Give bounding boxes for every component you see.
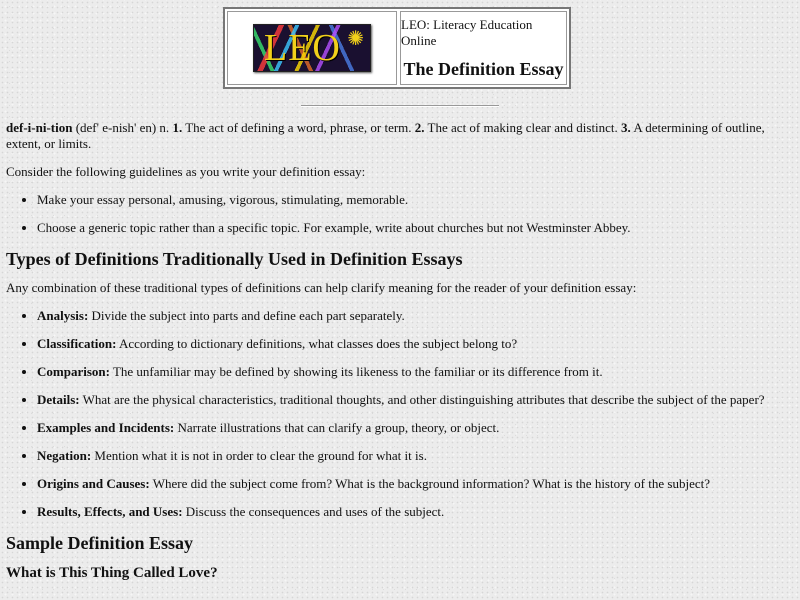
type-term: Results, Effects, and Uses:	[37, 504, 183, 519]
lion-icon: ✺	[347, 28, 364, 50]
list-item	[37, 392, 794, 408]
type-term: Analysis:	[37, 308, 89, 323]
definition-sense-3: A determining of outline, extent, or limits.	[6, 120, 765, 151]
definition-sense-2: The act of making clear and distinct.	[424, 120, 622, 135]
guidelines-list	[6, 192, 794, 236]
type-term: Negation:	[37, 448, 92, 463]
list-item	[37, 448, 794, 464]
header-banner	[223, 7, 571, 89]
type-text: Where did the subject come from? What is the background information? What is the history of the subject?	[149, 476, 710, 491]
type-text: According to dictionary definitions, what classes does the subject belong to?	[116, 336, 518, 351]
definition-sense-1: The act of defining a word, phrase, or term.	[182, 120, 415, 135]
sample-heading: Sample Definition Essay	[6, 533, 194, 553]
type-text: Mention what it is not in order to clear the ground for what it is.	[91, 448, 427, 463]
type-text: Discuss the consequences and uses of the subject.	[182, 504, 445, 519]
type-term: Classification:	[37, 336, 117, 351]
list-item	[37, 336, 794, 352]
page-title: The Definition Essay	[403, 59, 564, 79]
types-intro: Any combination of these traditional types of definitions can help clarify meaning for the reader of your definition essay:	[6, 280, 637, 295]
definition-number-3: 3.	[621, 120, 631, 135]
list-item: • Choose a generic topic rather than a specific topic. For example, write about churches but not Westminster Abbey.	[37, 220, 794, 236]
list-item	[37, 364, 794, 380]
types-heading: Types of Definitions Traditionally Used in Definition Essays	[6, 249, 463, 269]
main-content	[6, 120, 794, 582]
sample-subheading: What is This Thing Called Love?	[6, 565, 218, 581]
logo-text: LEO	[264, 27, 341, 69]
definition-number-2: 2.	[414, 120, 425, 135]
definition-paragraph	[6, 120, 794, 152]
type-term: Origins and Causes:	[37, 476, 150, 491]
list-item	[37, 504, 794, 520]
site-name: LEO: Literacy Education Online	[401, 17, 533, 48]
definition-pronunciation: (def' e-nish' en) n.	[72, 120, 173, 135]
list-item	[37, 308, 794, 324]
type-term: Comparison:	[37, 364, 110, 379]
type-text: Divide the subject into parts and define each part separately.	[88, 308, 405, 323]
title-cell	[400, 11, 567, 85]
definition-number-1: 1.	[172, 120, 183, 135]
leo-logo[interactable]	[253, 24, 371, 72]
logo-cell	[227, 11, 397, 85]
types-list	[6, 308, 794, 520]
list-item: • Make your essay personal, amusing, vigorous, stimulating, memorable.	[37, 192, 794, 208]
header-inner	[227, 11, 567, 85]
type-text: Narrate illustrations that can clarify a group, theory, or object.	[174, 420, 500, 435]
type-text: What are the physical characteristics, traditional thoughts, and other distinguishing attributes that describe the subject of the paper?	[79, 392, 765, 407]
list-item	[37, 420, 794, 436]
guidelines-intro: Consider the following guidelines as you write your definition essay:	[6, 164, 366, 179]
header-divider	[301, 105, 499, 107]
type-text: The unfamiliar may be defined by showing its likeness to the familiar or its difference from it.	[109, 364, 603, 379]
type-term: Details:	[37, 392, 80, 407]
type-term: Examples and Incidents:	[37, 420, 175, 435]
definition-term: def-i-ni-tion	[6, 120, 73, 135]
list-item	[37, 476, 794, 492]
